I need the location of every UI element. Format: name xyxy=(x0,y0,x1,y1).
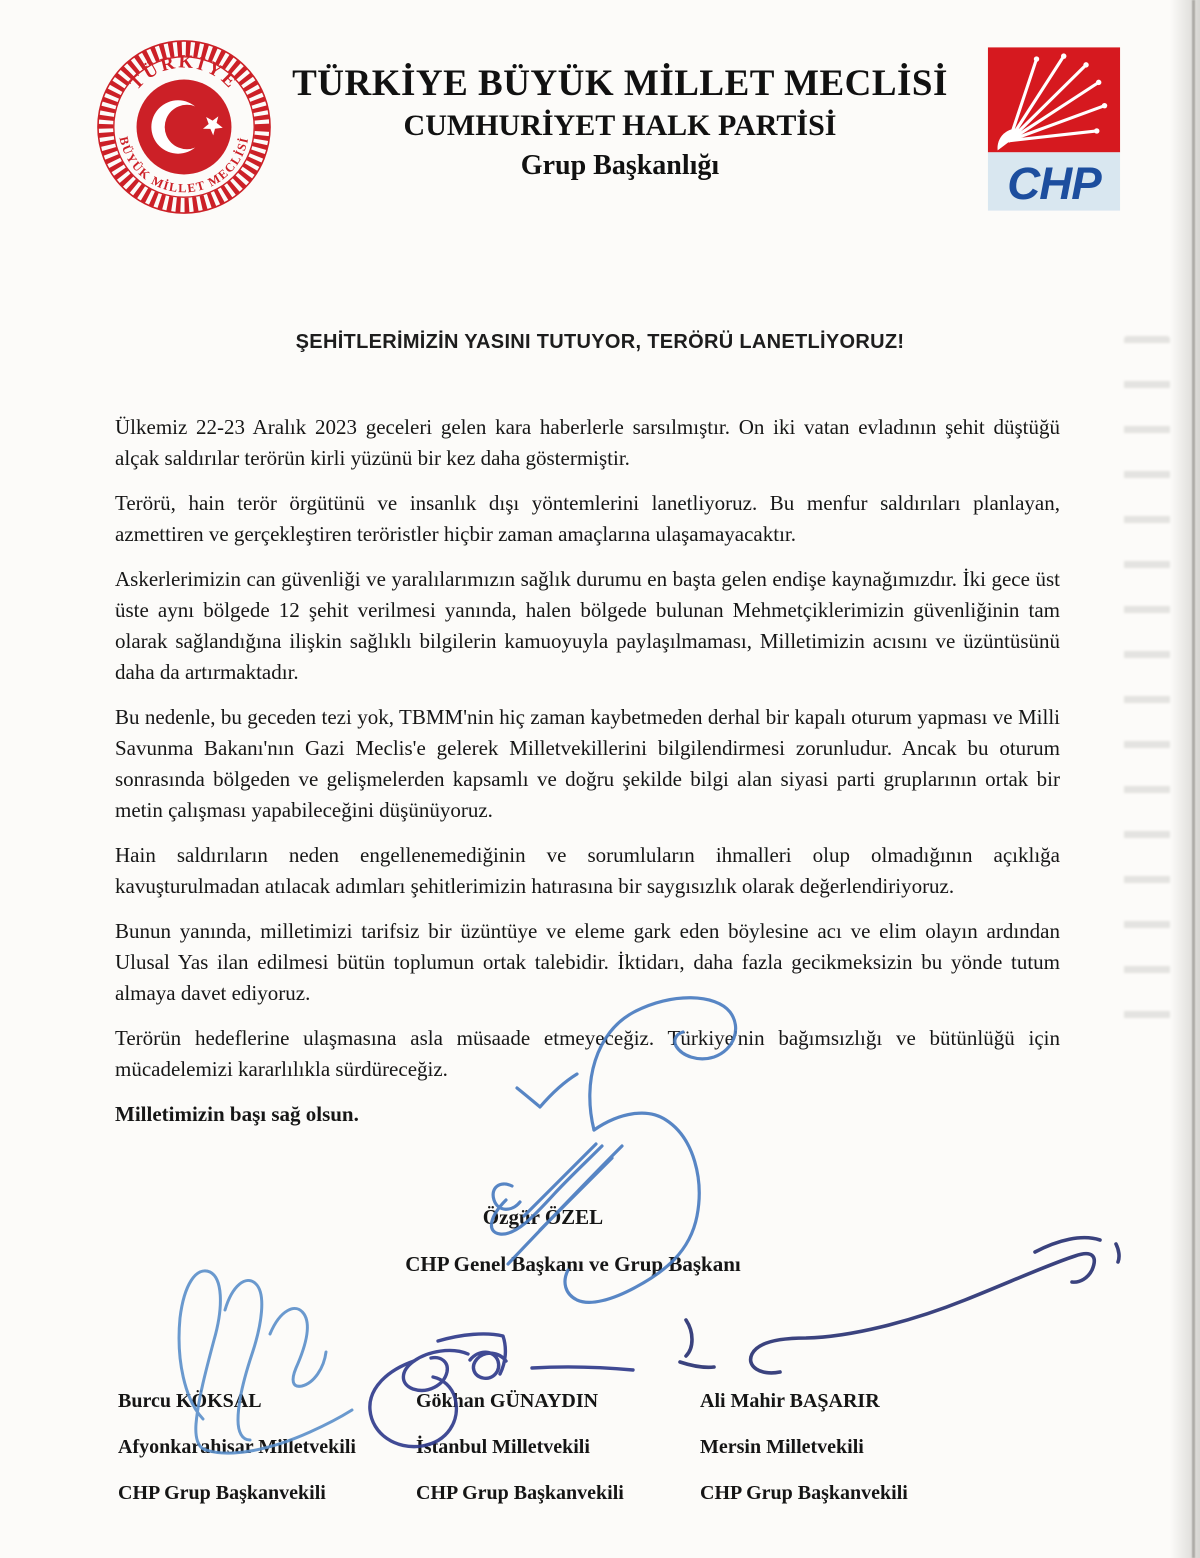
paragraph-6: Bunun yanında, milletimizi tarifsiz bir üzüntüye ve eleme gark eden böylesine acı ve elim olayın ardından Ulusal Yas ilan edilmesi bütün toplumun ortak talebidir. İktidarı, daha fazla gecikmeksizin bu yönde tutum almaya davet ediyoruz. xyxy=(115,919,1060,1005)
paragraph-1: Ülkemiz 22-23 Aralık 2023 geceleri gelen kara haberlerle sarsılmıştır. On iki vatan evladının şehit düştüğü alçak saldırılar terörün kirli yüzünü bir kez daha göstermiştir. xyxy=(115,415,1060,470)
org-name-line3: Grup Başkanlığı xyxy=(520,150,720,181)
closing-line: Milletimizin başı sağ olsun. xyxy=(115,1102,359,1126)
primary-signatory-title: CHP Genel Başkanı ve Grup Başkanı xyxy=(405,1252,741,1276)
co-signatory-constituency: Afyonkarahisar Milletvekili xyxy=(118,1436,356,1458)
co-signatory-name: Ali Mahir BAŞARIR xyxy=(700,1390,880,1412)
signature-ozgur-ozel xyxy=(491,998,735,1303)
paragraph-4: Bu nedenle, bu geceden tezi yok, TBMM'nin hiç zaman kaybetmeden derhal bir kapalı oturum yapması ve Milli Savunma Bakanı'nın Gazi Meclis'e gelerek Milletvekillerini bilgilendirmesi zorunludur. Ancak bu oturum sonrasında bölgeden ve gelişmelerden kapsamlı ve doğru şekilde bilgi alan siyasi parti gruplarının ortak bir metin çalışması yapabileceğini düşünüyoruz. xyxy=(115,705,1060,822)
signature-burcu-koksal xyxy=(179,1271,352,1453)
co-signatory-role: CHP Grup Başkanvekili xyxy=(118,1482,326,1504)
signature-ali-mahir-basarir xyxy=(680,1238,1119,1373)
co-signatory-name: Burcu KÖKSAL xyxy=(118,1390,262,1412)
seal-arc-top-text: TÜRKİYE xyxy=(125,51,243,95)
co-signatory-constituency: Mersin Milletvekili xyxy=(700,1436,864,1458)
co-signatory-role: CHP Grup Başkanvekili xyxy=(416,1482,624,1504)
chp-logo-text: CHP xyxy=(1007,157,1101,209)
paragraph-2: Terörü, hain terör örgütünü ve insanlık dışı yöntemlerini lanetliyoruz. Bu menfur saldırıları planlayan, azmettiren ve gerçekleştiren teröristler hiçbir zaman amaçlarına ulaşamayacaktır. xyxy=(115,491,1060,546)
co-signatory-constituency: İstanbul Milletvekili xyxy=(416,1436,590,1458)
primary-signatory-name: Özgür ÖZEL xyxy=(482,1205,604,1229)
paragraph-7: Terörün hedeflerine ulaşmasına asla müsaade etmeyeceğiz. Türkiye'nin bağımsızlığı ve bütünlüğü için mücadelemizi kararlılıkla sürdüreceğiz. xyxy=(115,1026,1060,1081)
letter-title: ŞEHİTLERİMİZİN YASINI TUTUYOR, TERÖRÜ LANETLİYORUZ! xyxy=(295,331,905,353)
org-name-line1: TÜRKİYE BÜYÜK MİLLET MECLİSİ xyxy=(292,63,948,104)
seal-arc-bottom-text: BÜYÜK MİLLET MECLİSİ xyxy=(116,135,252,196)
paragraph-3: Askerlerimizin can güvenliği ve yaralılarımızın sağlık durumu en başta gelen endişe kaynağımızdır. İki gece üst üste aynı bölgede 12 şehit verilmesi yanında, halen bölgede bulunan Mehmetçiklerimizin güvenliğinin tam olarak sağlandığına ilişkin sağlıklı bilgilerin kamuoyuyla paylaşılmaması, Milletimizin acısını ve üzüntüsünü daha da artırmaktadır. xyxy=(115,567,1060,684)
co-signatory-name: Gökhan GÜNAYDIN xyxy=(416,1390,599,1412)
co-signatory-role: CHP Grup Başkanvekili xyxy=(700,1482,908,1504)
signature-gokhan-gunaydin xyxy=(370,1334,633,1447)
paragraph-5: Hain saldırıların neden engellenemediğinin ve sorumluların ihmalleri olup olmadığının açıklığa kavuşturulmadan atılacak adımları şehitlerimizin hatırasına bir saygısızlık olarak değerlendiriyoruz. xyxy=(115,843,1060,898)
org-name-line2: CUMHURİYET HALK PARTİSİ xyxy=(403,109,837,142)
